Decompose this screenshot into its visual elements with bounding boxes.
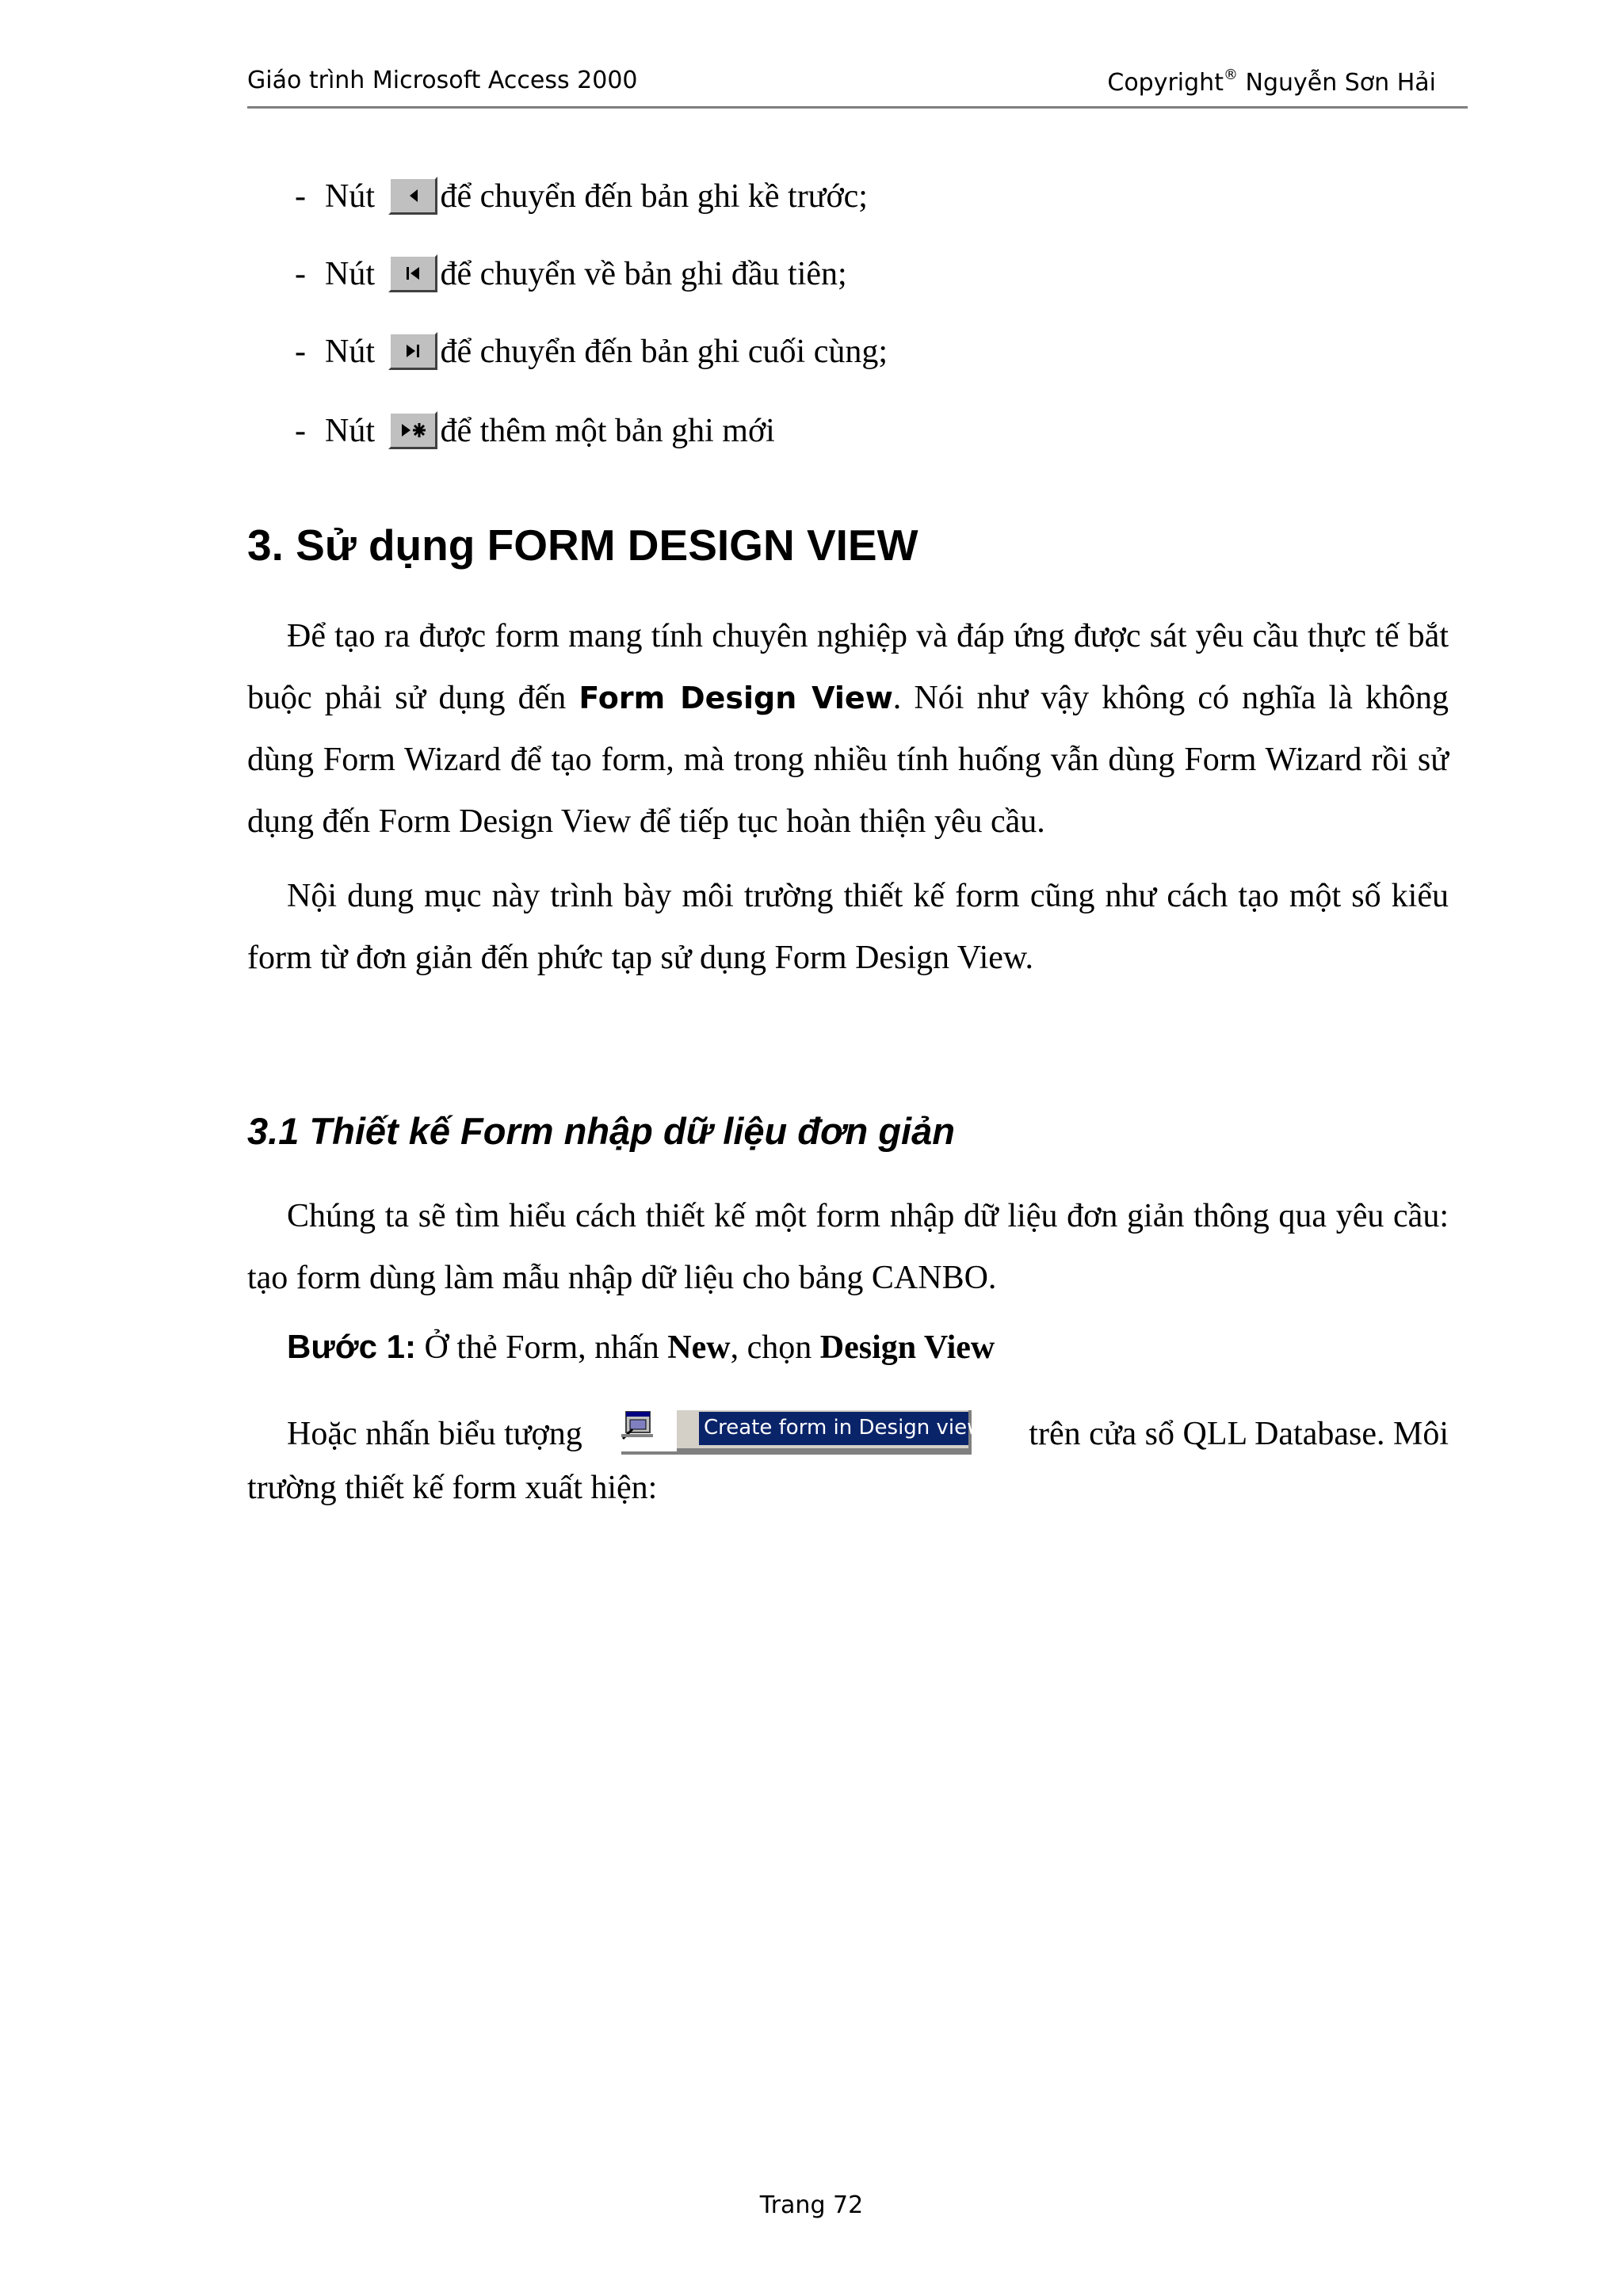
form-design-view-term: Form Design View [579, 681, 893, 715]
section-3-paragraph-2: Nội dung mục này trình bày môi trường thiết kế form cũng như cách tạo một số kiểu form từ đơn giản đến phức tạp sử dụng Form Design View. [247, 878, 1449, 976]
bullet-first-record: - Nút để chuyển về bản ghi đầu tiên; [295, 256, 847, 292]
page-number: Trang 72 [759, 2191, 864, 2219]
design-view-instruction-end: trường thiết kế form xuất hiện: [247, 1470, 658, 1506]
page-header [247, 67, 1468, 109]
section-3-heading: 3. Sử dụng FORM DESIGN VIEW [247, 521, 918, 570]
toolbar-divider [621, 1451, 972, 1455]
header-copyright: Copyright® Nguyễn Sơn Hải [1107, 67, 1436, 97]
new-record-icon [388, 411, 437, 449]
design-view-instruction: Hoặc nhấn biểu tượng Create form in Design view trên cửa sổ QLL Database. Môi [287, 1410, 1449, 1466]
header-title: Giáo trình Microsoft Access 2000 [247, 67, 638, 94]
first-record-icon [388, 254, 437, 292]
section-3-paragraph-1: Để tạo ra được form mang tính chuyên nghiệp và đáp ứng được sát yêu cầu thực tế bắt buộc phải sử dụng đến Form Design View. Nói như vậy không có nghĩa là không dùng Form Wizard để tạo form, mà trong nhiều tính huống vẫn dùng Form Wizard rồi sử dụng đến Form Design View để tiếp tục hoàn thiện yêu cầu. [247, 618, 1449, 840]
section-3-1-paragraph: Chúng ta sẽ tìm hiểu cách thiết kế một form nhập dữ liệu đơn giản thông qua yêu cầu: tạo form dùng làm mẫu nhập dữ liệu cho bảng CANBO. [247, 1198, 1449, 1296]
bullet-previous-record: - Nút để chuyển đến bản ghi kề trước; [295, 178, 868, 215]
bullet-new-record: - Nút để thêm một bản ghi mới [295, 413, 775, 449]
bullet-last-record: - Nút để chuyển đến bản ghi cuối cùng; [295, 334, 888, 370]
step-1-line: Bước 1: Ở thẻ Form, nhấn New, chọn Design View [287, 1328, 995, 1366]
create-form-in-design-view-button[interactable]: Create form in Design view [677, 1410, 972, 1451]
last-record-icon [388, 332, 437, 370]
section-3-1-heading: 3.1 Thiết kế Form nhập dữ liệu đơn giản [247, 1110, 955, 1152]
design-view-form-icon [621, 1410, 653, 1440]
previous-record-icon [388, 177, 437, 215]
